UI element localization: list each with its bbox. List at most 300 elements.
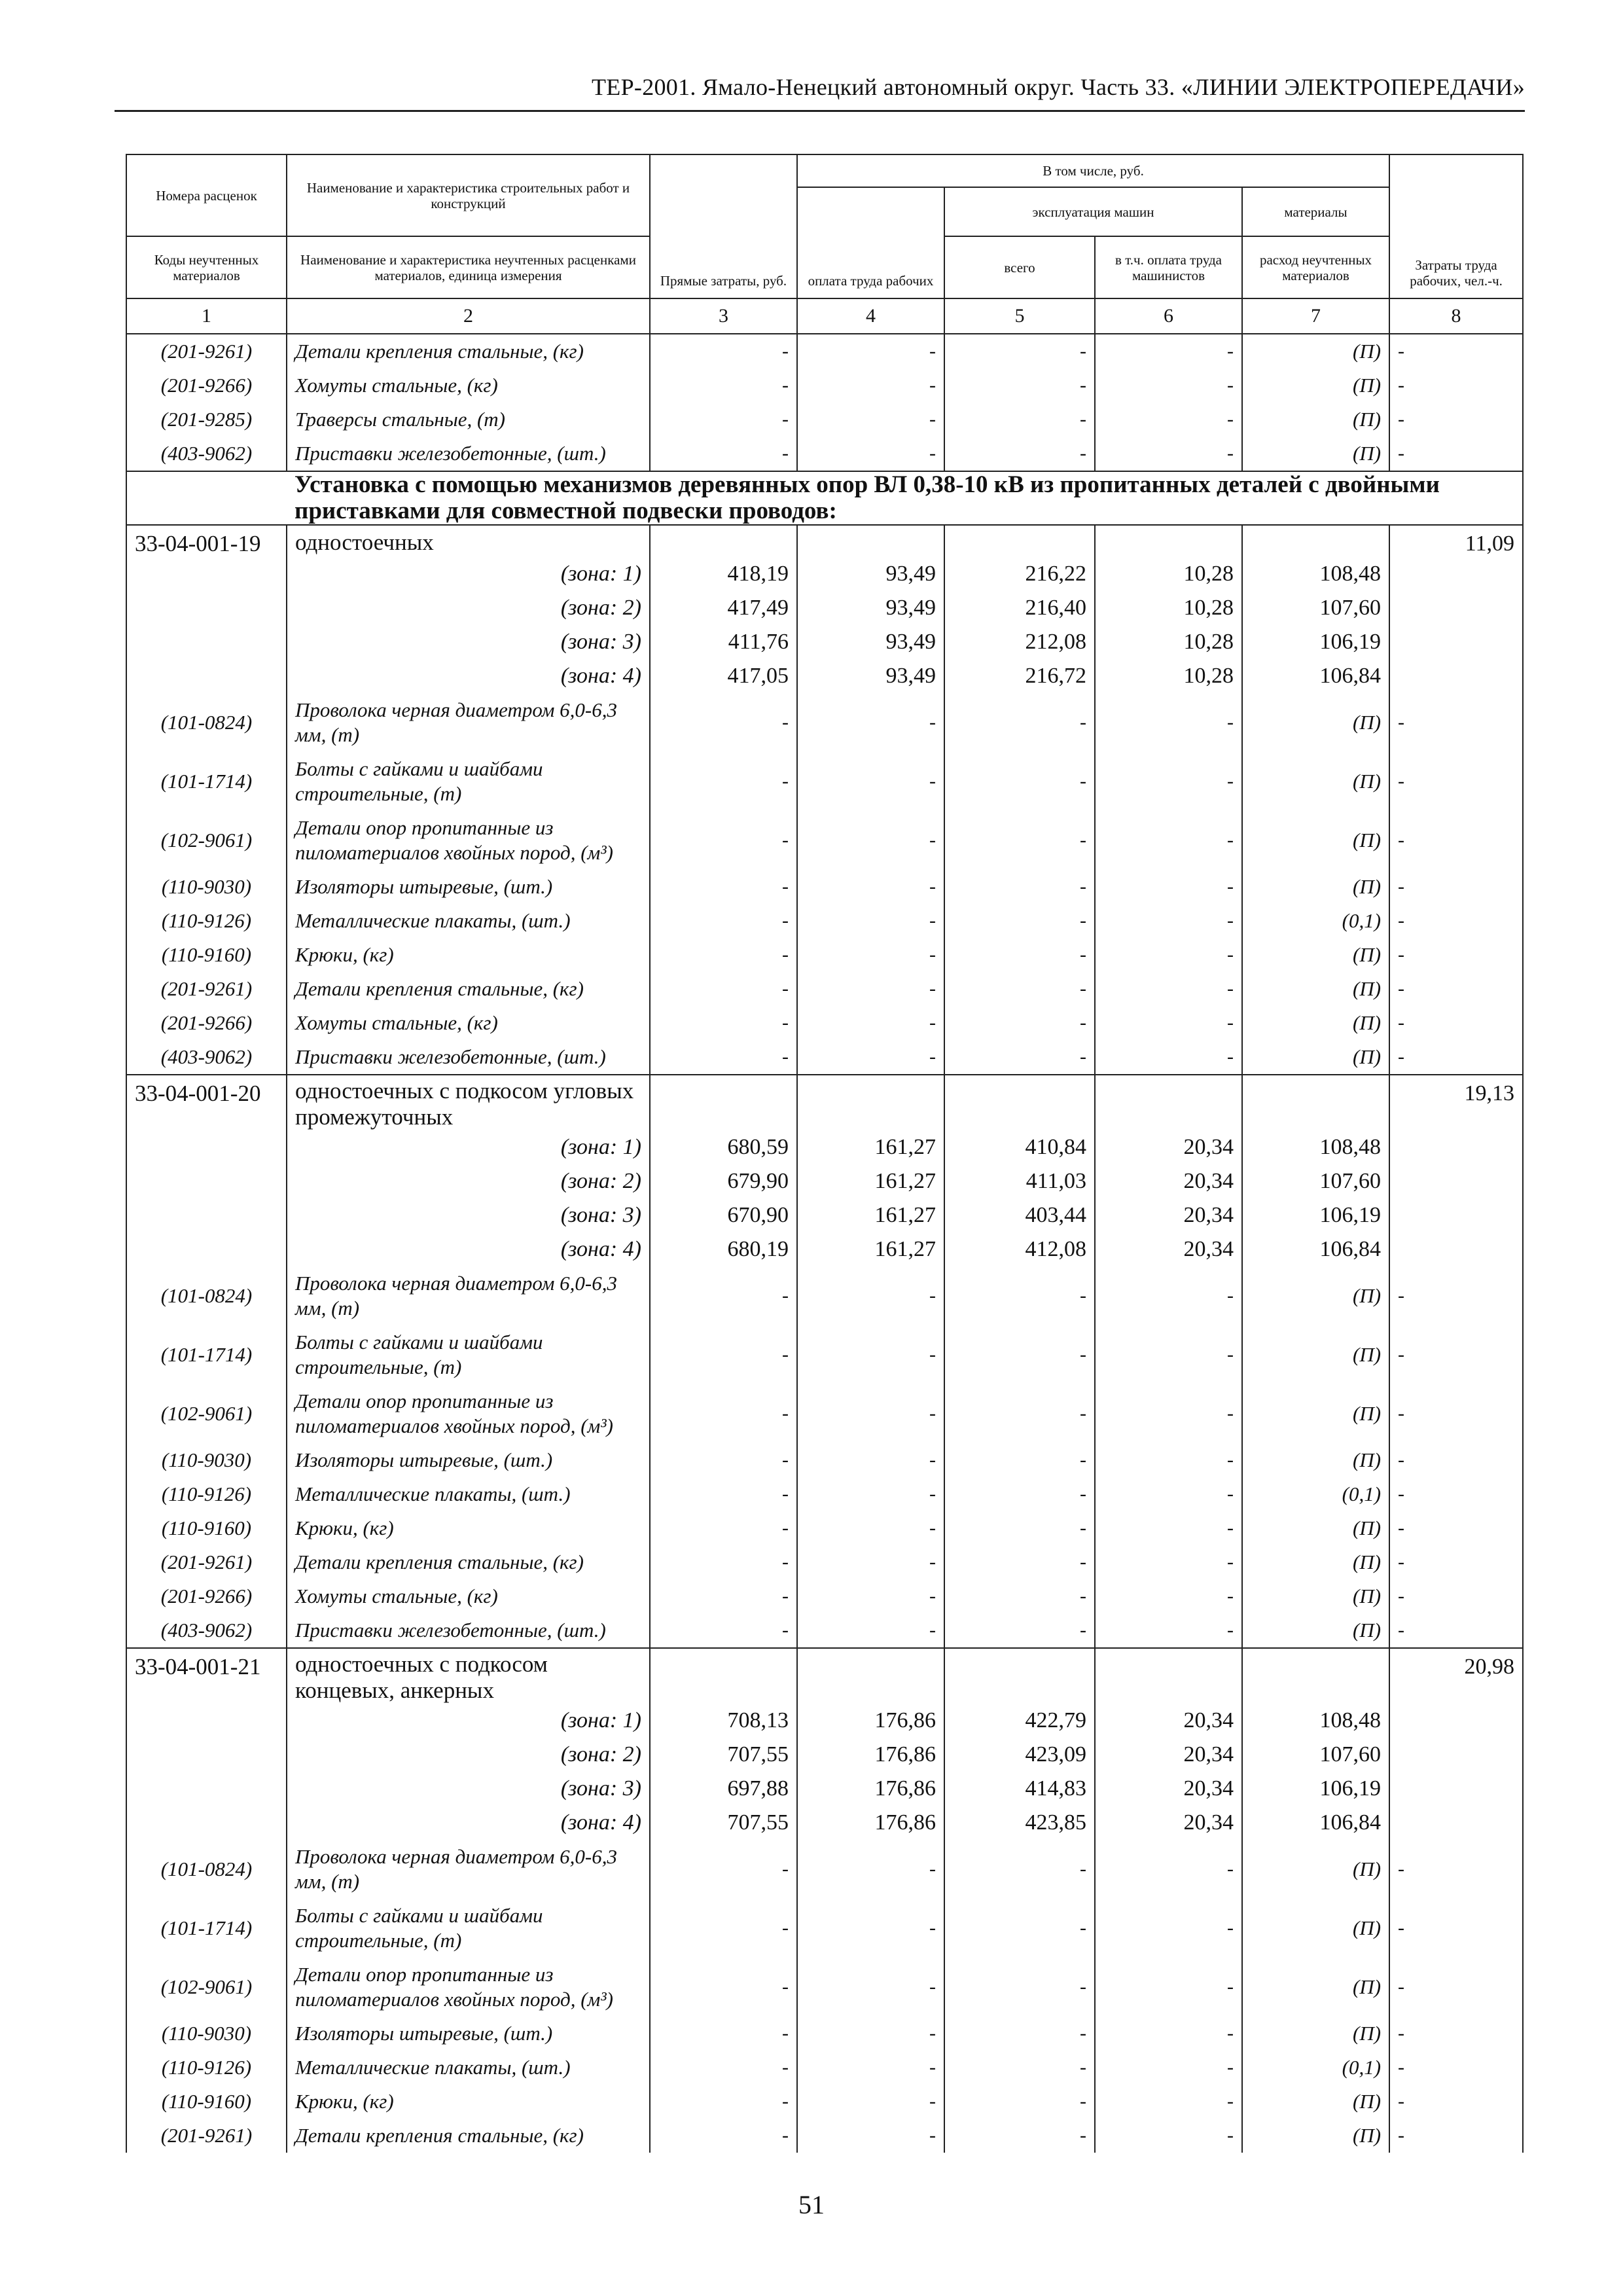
empty-dash: -	[650, 368, 797, 403]
empty-cell	[126, 557, 287, 591]
rates-table	[126, 154, 1524, 2153]
empty-dash: -	[1095, 1613, 1242, 1648]
material-code: (201-9266)	[126, 1006, 287, 1040]
empty-dash: -	[797, 403, 944, 437]
empty-dash: -	[944, 437, 1095, 471]
empty-cell	[1095, 1648, 1242, 1704]
empty-cell	[1389, 591, 1523, 625]
material-name: Траверсы стальные, (т)	[287, 403, 650, 437]
zone-label: (зона: 3)	[287, 1772, 650, 1806]
material-name: Хомуты стальные, (кг)	[287, 1006, 650, 1040]
material-row	[126, 1266, 1523, 1325]
empty-cell	[126, 1164, 287, 1198]
empty-cell	[1242, 1648, 1389, 1704]
empty-dash: -	[797, 1511, 944, 1545]
labor-costs: 19,13	[1389, 1075, 1523, 1130]
empty-cell	[650, 525, 797, 557]
empty-dash: -	[1095, 1040, 1242, 1075]
empty-dash: -	[797, 1613, 944, 1648]
empty-dash: -	[944, 1040, 1095, 1075]
empty-dash: -	[1095, 1579, 1242, 1613]
material-name: Детали опор пропитанные из пиломатериалов хвойных пород, (м³)	[287, 1958, 650, 2017]
material-consumption: (П)	[1242, 1325, 1389, 1384]
empty-dash: -	[1389, 1477, 1523, 1511]
material-consumption: (П)	[1242, 938, 1389, 972]
empty-dash: -	[650, 437, 797, 471]
empty-dash: -	[1095, 811, 1242, 870]
empty-dash: -	[944, 1443, 1095, 1477]
empty-dash: -	[797, 2119, 944, 2153]
machines-total: 216,22	[944, 557, 1095, 591]
material-row	[126, 1477, 1523, 1511]
empty-dash: -	[944, 2051, 1095, 2085]
zone-label: (зона: 1)	[287, 1130, 650, 1164]
material-consumption: (П)	[1242, 1443, 1389, 1477]
rate-row	[126, 1075, 1523, 1130]
empty-dash: -	[1095, 1840, 1242, 1899]
column-number: 3	[650, 298, 797, 334]
zone-label: (зона: 2)	[287, 1164, 650, 1198]
empty-cell	[797, 525, 944, 557]
empty-dash: -	[797, 1443, 944, 1477]
operators-wages: 10,28	[1095, 625, 1242, 659]
empty-dash: -	[1095, 938, 1242, 972]
rate-name: одностоечных с подкосом концевых, анкерных	[287, 1648, 650, 1704]
empty-dash: -	[797, 334, 944, 368]
material-row	[126, 1006, 1523, 1040]
empty-dash: -	[1389, 1443, 1523, 1477]
machines-total: 411,03	[944, 1164, 1095, 1198]
machines-total: 423,09	[944, 1738, 1095, 1772]
empty-dash: -	[650, 752, 797, 811]
header-including: В том числе, руб.	[797, 154, 1389, 187]
section-title-row	[126, 471, 1523, 525]
empty-dash: -	[1095, 1511, 1242, 1545]
empty-dash: -	[944, 2119, 1095, 2153]
rate-row	[126, 525, 1523, 557]
rate-code: 33-04-001-20	[126, 1075, 287, 1130]
header-direct-costs: Прямые затраты, руб.	[650, 154, 797, 298]
empty-dash: -	[1095, 334, 1242, 368]
material-name: Металлические плакаты, (шт.)	[287, 2051, 650, 2085]
material-name: Крюки, (кг)	[287, 2085, 650, 2119]
operators-wages: 10,28	[1095, 557, 1242, 591]
material-row	[126, 1840, 1523, 1899]
empty-cell	[1389, 1232, 1523, 1266]
zone-label: (зона: 3)	[287, 625, 650, 659]
empty-cell	[1389, 625, 1523, 659]
empty-dash: -	[944, 693, 1095, 752]
empty-dash: -	[944, 904, 1095, 938]
material-name: Крюки, (кг)	[287, 1511, 650, 1545]
operators-wages: 20,34	[1095, 1164, 1242, 1198]
empty-dash: -	[797, 1040, 944, 1075]
machines-total: 422,79	[944, 1704, 1095, 1738]
empty-cell	[944, 525, 1095, 557]
empty-cell	[126, 659, 287, 693]
header-work-name: Наименование и характеристика строительных работ и конструкций	[287, 154, 650, 236]
material-code: (201-9266)	[126, 368, 287, 403]
empty-dash: -	[944, 1511, 1095, 1545]
empty-dash: -	[650, 1613, 797, 1648]
empty-dash: -	[797, 811, 944, 870]
material-name: Проволока черная диаметром 6,0-6,3 мм, (т)	[287, 693, 650, 752]
material-name: Крюки, (кг)	[287, 938, 650, 972]
workers-wages: 93,49	[797, 591, 944, 625]
material-name: Приставки железобетонные, (шт.)	[287, 1040, 650, 1075]
empty-dash: -	[944, 2085, 1095, 2119]
material-row	[126, 1958, 1523, 2017]
material-code: (403-9062)	[126, 1040, 287, 1075]
empty-dash: -	[1389, 403, 1523, 437]
material-code: (101-1714)	[126, 1899, 287, 1958]
material-name: Изоляторы штыревые, (шт.)	[287, 870, 650, 904]
workers-wages: 93,49	[797, 659, 944, 693]
empty-dash: -	[650, 693, 797, 752]
direct-costs: 679,90	[650, 1164, 797, 1198]
materials-cost: 106,84	[1242, 1806, 1389, 1840]
empty-dash: -	[797, 1266, 944, 1325]
empty-dash: -	[650, 403, 797, 437]
empty-dash: -	[1389, 1006, 1523, 1040]
empty-dash: -	[797, 437, 944, 471]
material-consumption: (П)	[1242, 1266, 1389, 1325]
material-consumption: (П)	[1242, 811, 1389, 870]
material-consumption: (П)	[1242, 1579, 1389, 1613]
empty-dash: -	[944, 2017, 1095, 2051]
material-consumption: (П)	[1242, 334, 1389, 368]
zone-label: (зона: 4)	[287, 1232, 650, 1266]
empty-dash: -	[1095, 1325, 1242, 1384]
header-machines-total: всего	[944, 236, 1095, 298]
empty-dash: -	[1095, 1384, 1242, 1443]
material-consumption: (П)	[1242, 1040, 1389, 1075]
section-spacer	[126, 471, 287, 525]
empty-dash: -	[1389, 693, 1523, 752]
materials-cost: 108,48	[1242, 557, 1389, 591]
material-code: (110-9126)	[126, 2051, 287, 2085]
direct-costs: 411,76	[650, 625, 797, 659]
section-title: Установка с помощью механизмов деревянных опор ВЛ 0,38-10 кВ из пропитанных деталей с двойными приставками для совместной подвески проводов:	[287, 471, 1523, 525]
zone-label: (зона: 4)	[287, 1806, 650, 1840]
empty-dash: -	[650, 1545, 797, 1579]
zone-label: (зона: 1)	[287, 557, 650, 591]
header-operators-wages: в т.ч. оплата труда машинистов	[1095, 236, 1242, 298]
zone-row	[126, 1772, 1523, 1806]
empty-dash: -	[1095, 437, 1242, 471]
header-materials: материалы	[1242, 187, 1389, 236]
empty-dash: -	[944, 972, 1095, 1006]
material-row	[126, 904, 1523, 938]
empty-dash: -	[1389, 811, 1523, 870]
empty-dash: -	[1095, 1899, 1242, 1958]
empty-dash: -	[1389, 752, 1523, 811]
empty-dash: -	[1389, 1613, 1523, 1648]
material-row	[126, 368, 1523, 403]
empty-dash: -	[1095, 1443, 1242, 1477]
material-code: (110-9030)	[126, 2017, 287, 2051]
materials-cost: 107,60	[1242, 591, 1389, 625]
material-code: (101-1714)	[126, 1325, 287, 1384]
header-labor-costs: Затраты труда рабочих, чел.-ч.	[1389, 154, 1523, 298]
empty-dash: -	[944, 1613, 1095, 1648]
empty-cell	[1389, 1704, 1523, 1738]
material-code: (201-9261)	[126, 972, 287, 1006]
empty-dash: -	[1389, 1958, 1523, 2017]
direct-costs: 708,13	[650, 1704, 797, 1738]
direct-costs: 680,19	[650, 1232, 797, 1266]
empty-cell	[126, 625, 287, 659]
empty-dash: -	[1389, 2119, 1523, 2153]
empty-dash: -	[1389, 1511, 1523, 1545]
material-code: (102-9061)	[126, 1384, 287, 1443]
zone-row	[126, 1164, 1523, 1198]
empty-cell	[126, 1772, 287, 1806]
material-name: Болты с гайками и шайбами строительные, (т)	[287, 752, 650, 811]
material-row	[126, 437, 1523, 471]
empty-dash: -	[1389, 368, 1523, 403]
empty-dash: -	[797, 1477, 944, 1511]
empty-dash: -	[944, 334, 1095, 368]
materials-cost: 106,19	[1242, 625, 1389, 659]
material-consumption: (П)	[1242, 1006, 1389, 1040]
operators-wages: 20,34	[1095, 1232, 1242, 1266]
column-number: 8	[1389, 298, 1523, 334]
empty-dash: -	[1095, 870, 1242, 904]
material-code: (110-9126)	[126, 904, 287, 938]
header-material-names: Наименование и характеристика неучтенных расценками материалов, единица измерения	[287, 236, 650, 298]
direct-costs: 707,55	[650, 1806, 797, 1840]
material-name: Детали крепления стальные, (кг)	[287, 2119, 650, 2153]
direct-costs: 670,90	[650, 1198, 797, 1232]
material-name: Детали крепления стальные, (кг)	[287, 334, 650, 368]
zone-row	[126, 557, 1523, 591]
empty-cell	[1389, 1164, 1523, 1198]
empty-cell	[1095, 525, 1242, 557]
material-name: Приставки железобетонные, (шт.)	[287, 437, 650, 471]
empty-cell	[126, 591, 287, 625]
empty-dash: -	[944, 1899, 1095, 1958]
empty-dash: -	[944, 1384, 1095, 1443]
material-code: (403-9062)	[126, 1613, 287, 1648]
header-rate-numbers: Номера расценок	[126, 154, 287, 236]
empty-cell	[1389, 1130, 1523, 1164]
material-row	[126, 1325, 1523, 1384]
empty-cell	[650, 1648, 797, 1704]
empty-dash: -	[650, 1325, 797, 1384]
material-row	[126, 1384, 1523, 1443]
material-consumption: (0,1)	[1242, 1477, 1389, 1511]
empty-dash: -	[650, 870, 797, 904]
zone-label: (зона: 4)	[287, 659, 650, 693]
empty-dash: -	[944, 811, 1095, 870]
material-row	[126, 2051, 1523, 2085]
empty-dash: -	[1389, 437, 1523, 471]
empty-dash: -	[650, 1511, 797, 1545]
workers-wages: 93,49	[797, 625, 944, 659]
operators-wages: 20,34	[1095, 1806, 1242, 1840]
empty-dash: -	[650, 811, 797, 870]
material-code: (201-9285)	[126, 403, 287, 437]
empty-dash: -	[797, 1006, 944, 1040]
direct-costs: 680,59	[650, 1130, 797, 1164]
empty-cell	[797, 1648, 944, 1704]
material-consumption: (П)	[1242, 1899, 1389, 1958]
column-numbers-row	[126, 298, 1523, 334]
empty-cell	[650, 1075, 797, 1130]
empty-dash: -	[1389, 904, 1523, 938]
material-consumption: (П)	[1242, 403, 1389, 437]
workers-wages: 176,86	[797, 1704, 944, 1738]
material-code: (403-9062)	[126, 437, 287, 471]
material-row	[126, 2119, 1523, 2153]
rate-code: 33-04-001-21	[126, 1648, 287, 1704]
material-name: Болты с гайками и шайбами строительные, (т)	[287, 1899, 650, 1958]
material-code: (101-1714)	[126, 752, 287, 811]
machines-total: 410,84	[944, 1130, 1095, 1164]
empty-dash: -	[797, 1899, 944, 1958]
rate-name: одностоечных	[287, 525, 650, 557]
material-name: Приставки железобетонные, (шт.)	[287, 1613, 650, 1648]
materials-cost: 106,84	[1242, 1232, 1389, 1266]
empty-dash: -	[944, 1840, 1095, 1899]
zone-label: (зона: 2)	[287, 591, 650, 625]
empty-dash: -	[944, 1545, 1095, 1579]
empty-cell	[797, 1075, 944, 1130]
material-code: (101-0824)	[126, 1266, 287, 1325]
empty-dash: -	[944, 403, 1095, 437]
machines-total: 216,72	[944, 659, 1095, 693]
workers-wages: 176,86	[797, 1738, 944, 1772]
column-number: 7	[1242, 298, 1389, 334]
empty-dash: -	[1389, 1040, 1523, 1075]
material-name: Хомуты стальные, (кг)	[287, 1579, 650, 1613]
rate-row	[126, 1648, 1523, 1704]
labor-costs: 20,98	[1389, 1648, 1523, 1704]
zone-row	[126, 1704, 1523, 1738]
empty-cell	[126, 1738, 287, 1772]
empty-cell	[126, 1232, 287, 1266]
empty-dash: -	[1095, 972, 1242, 1006]
machines-total: 212,08	[944, 625, 1095, 659]
empty-dash: -	[944, 1006, 1095, 1040]
column-number: 4	[797, 298, 944, 334]
material-row	[126, 1443, 1523, 1477]
empty-dash: -	[797, 2051, 944, 2085]
empty-dash: -	[1389, 938, 1523, 972]
labor-costs: 11,09	[1389, 525, 1523, 557]
workers-wages: 161,27	[797, 1232, 944, 1266]
direct-costs: 697,88	[650, 1772, 797, 1806]
material-consumption: (П)	[1242, 1840, 1389, 1899]
operators-wages: 10,28	[1095, 591, 1242, 625]
material-row	[126, 1511, 1523, 1545]
empty-dash: -	[1095, 2017, 1242, 2051]
header-wages: оплата труда рабочих	[797, 187, 944, 298]
operators-wages: 20,34	[1095, 1772, 1242, 1806]
empty-dash: -	[1389, 2051, 1523, 2085]
empty-dash: -	[650, 2051, 797, 2085]
empty-cell	[126, 1704, 287, 1738]
material-name: Болты с гайками и шайбами строительные, (т)	[287, 1325, 650, 1384]
materials-cost: 108,48	[1242, 1704, 1389, 1738]
empty-dash: -	[797, 972, 944, 1006]
empty-cell	[944, 1075, 1095, 1130]
materials-cost: 106,84	[1242, 659, 1389, 693]
empty-cell	[1095, 1075, 1242, 1130]
material-consumption: (П)	[1242, 1545, 1389, 1579]
empty-dash: -	[797, 1545, 944, 1579]
empty-dash: -	[650, 2119, 797, 2153]
empty-dash: -	[1389, 2085, 1523, 2119]
empty-dash: -	[1095, 752, 1242, 811]
zone-row	[126, 1738, 1523, 1772]
material-code: (201-9261)	[126, 334, 287, 368]
column-number: 2	[287, 298, 650, 334]
empty-dash: -	[797, 1579, 944, 1613]
zone-row	[126, 625, 1523, 659]
material-name: Металлические плакаты, (шт.)	[287, 904, 650, 938]
material-consumption: (П)	[1242, 972, 1389, 1006]
material-name: Детали опор пропитанные из пиломатериалов хвойных пород, (м³)	[287, 1384, 650, 1443]
empty-cell	[126, 1806, 287, 1840]
empty-dash: -	[1389, 1266, 1523, 1325]
material-consumption: (П)	[1242, 870, 1389, 904]
empty-dash: -	[944, 752, 1095, 811]
material-code: (102-9061)	[126, 811, 287, 870]
material-code: (110-9030)	[126, 870, 287, 904]
empty-cell	[1389, 1738, 1523, 1772]
material-code: (102-9061)	[126, 1958, 287, 2017]
materials-cost: 107,60	[1242, 1738, 1389, 1772]
column-number: 5	[944, 298, 1095, 334]
material-row	[126, 972, 1523, 1006]
empty-dash: -	[650, 1958, 797, 2017]
page-number: 51	[798, 2190, 825, 2219]
empty-cell	[1242, 525, 1389, 557]
empty-dash: -	[944, 1579, 1095, 1613]
empty-cell	[126, 1130, 287, 1164]
operators-wages: 20,34	[1095, 1130, 1242, 1164]
material-row	[126, 1899, 1523, 1958]
zone-row	[126, 591, 1523, 625]
operators-wages: 20,34	[1095, 1198, 1242, 1232]
empty-dash: -	[944, 368, 1095, 403]
material-consumption: (0,1)	[1242, 2051, 1389, 2085]
empty-dash: -	[797, 938, 944, 972]
empty-dash: -	[797, 368, 944, 403]
direct-costs: 418,19	[650, 557, 797, 591]
empty-dash: -	[1095, 1545, 1242, 1579]
material-row	[126, 1579, 1523, 1613]
empty-dash: -	[797, 904, 944, 938]
column-number: 1	[126, 298, 287, 334]
empty-dash: -	[1389, 870, 1523, 904]
empty-cell	[1389, 1772, 1523, 1806]
header-unaccounted-materials: расход неучтенных материалов	[1242, 236, 1389, 298]
material-name: Металлические плакаты, (шт.)	[287, 1477, 650, 1511]
materials-cost: 106,19	[1242, 1772, 1389, 1806]
operators-wages: 20,34	[1095, 1738, 1242, 1772]
empty-dash: -	[1389, 2017, 1523, 2051]
empty-dash: -	[797, 870, 944, 904]
direct-costs: 417,05	[650, 659, 797, 693]
material-consumption: (0,1)	[1242, 904, 1389, 938]
empty-dash: -	[650, 1040, 797, 1075]
zone-row	[126, 1198, 1523, 1232]
zone-row	[126, 659, 1523, 693]
direct-costs: 707,55	[650, 1738, 797, 1772]
